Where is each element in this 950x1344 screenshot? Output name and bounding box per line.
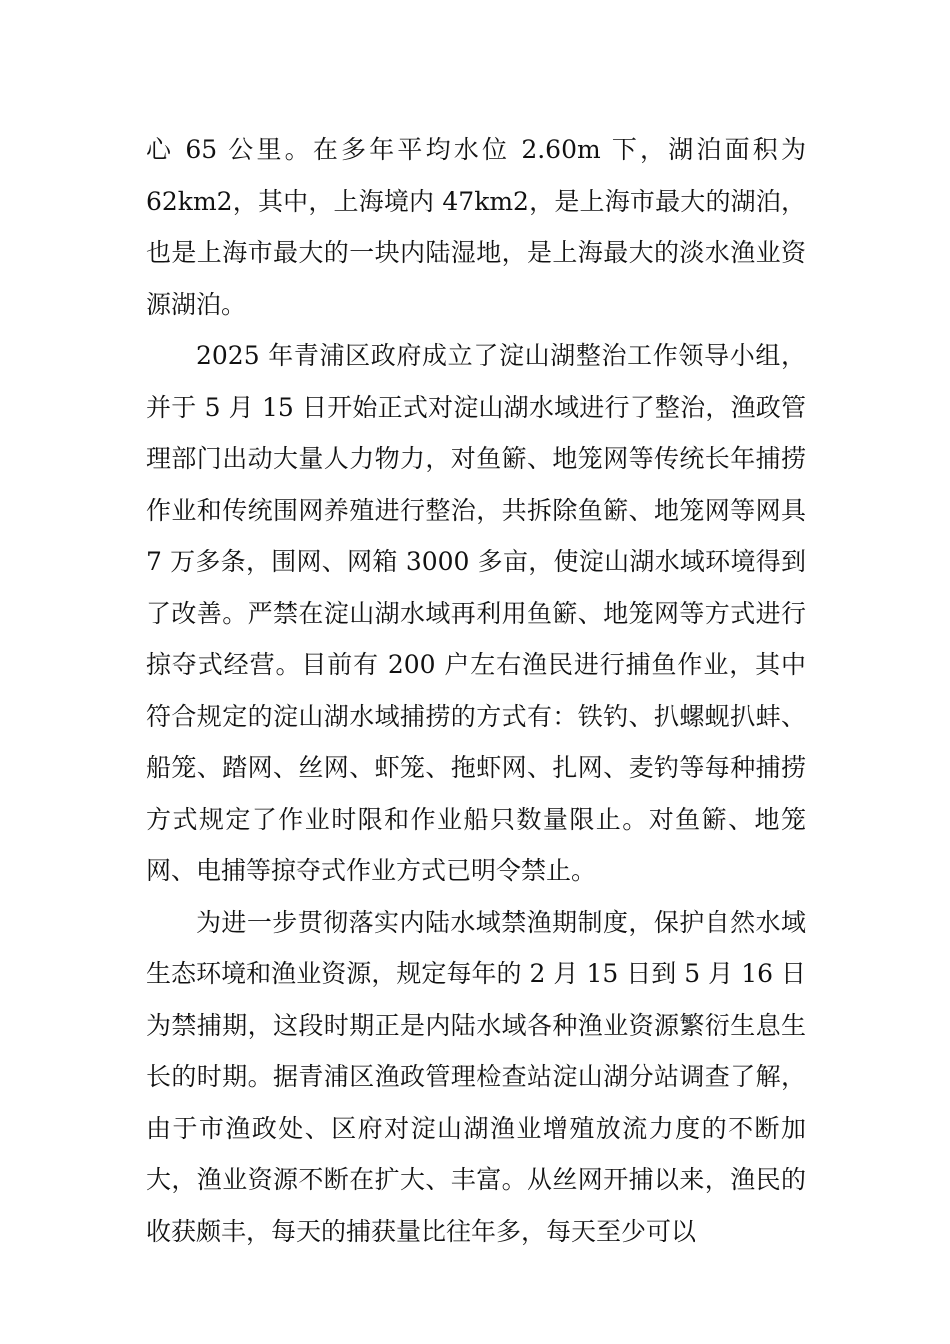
paragraph-continued: 心 65 公里。在多年平均水位 2.60m 下，湖泊面积为 62km2，其中，上海境内 47km2，是上海市最大的湖泊，也是上海市最大的一块内陆湿地，是上海最大的淡水渔业资源湖泊。 <box>146 135 806 319</box>
paragraph-fishing-ban: 为进一步贯彻落实内陆水域禁渔期制度，保护自然水域生态环境和渔业资源，规定每年的 2 月 15 日到 5 月 16 日为禁捕期，这段时期正是内陆水域各种渔业资源繁衍生息生长的时期。据青浦区渔政管理检查站淀山湖分站调查了解，由于市渔政处、区府对淀山湖渔业增殖放流力度的不断加大，渔业资源不断在扩大、丰富。从丝网开捕以来，渔民的收获颇丰，每天的捕获量比往年多，每天至少可以 <box>146 907 806 1246</box>
document-body <box>146 124 806 1257</box>
paragraph-rectification: 2025 年青浦区政府成立了淀山湖整治工作领导小组，并于 5 月 15 日开始正式对淀山湖水域进行了整治，渔政管理部门出动大量人力物力，对鱼簖、地笼网等传统长年捕捞作业和传统围网养殖进行整治，共拆除鱼簖、地笼网等网具 7 万多条，围网、网箱 3000 多亩，使淀山湖水域环境得到了改善。严禁在淀山湖水域再利用鱼簖、地笼网等方式进行掠夺式经营。目前有 200 户左右渔民进行捕鱼作业，其中符合规定的淀山湖水域捕捞的方式有：铁钓、扒螺蚬扒蚌、船笼、踏网、丝网、虾笼、拖虾网、扎网、麦钓等每种捕捞方式规定了作业时限和作业船只数量限止。对鱼簖、地笼网、电捕等掠夺式作业方式已明令禁止。 <box>146 341 806 885</box>
